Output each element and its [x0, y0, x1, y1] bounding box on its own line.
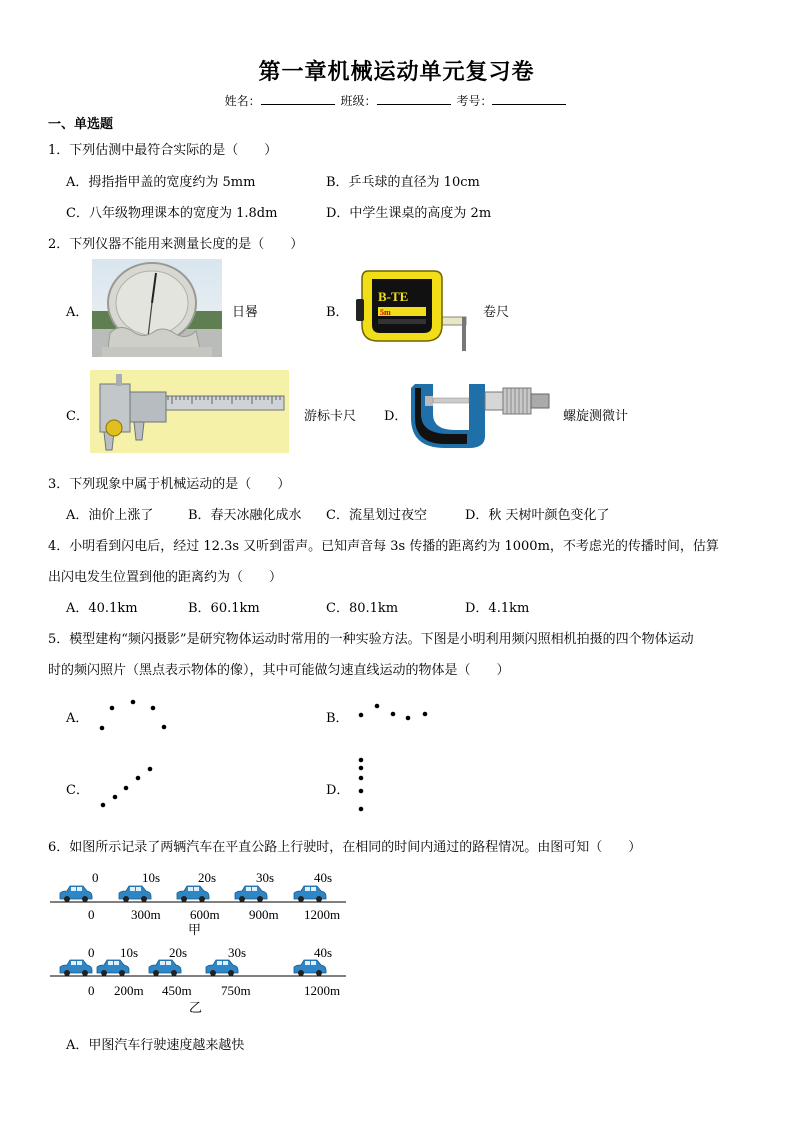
- q2-option-a-letter[interactable]: A．: [66, 305, 89, 320]
- q2-option-c-label: 游标卡尺: [304, 409, 357, 424]
- yi-time-4: 40s: [314, 945, 333, 960]
- q3-option-c[interactable]: C．流星划过夜空: [326, 508, 427, 523]
- tape-brand: B-TE: [378, 289, 409, 304]
- class-label: 班级：: [340, 94, 377, 108]
- q3-option-a[interactable]: A．油价上涨了: [66, 508, 154, 523]
- q1-option-c[interactable]: C．八年级物理课本的宽度为 1.8dm: [66, 206, 278, 221]
- q5-dots-b: [352, 698, 436, 728]
- student-info-line: [0, 92, 793, 109]
- yi-car-1: [97, 960, 129, 976]
- page-title: 第一章机械运动单元复习卷: [258, 59, 535, 85]
- q3-option-d[interactable]: D．秋 天树叶颜色变化了: [465, 508, 610, 523]
- yi-car-0: [60, 960, 92, 976]
- yi-label: 乙: [189, 1000, 203, 1015]
- jia-distance-2: 600m: [190, 907, 220, 922]
- q3-option-b[interactable]: B．春天冰融化成水: [188, 508, 302, 523]
- jia-distance-3: 900m: [249, 907, 279, 922]
- q1-option-b[interactable]: B．乒乓球的直径为 10cm: [326, 175, 480, 190]
- jia-label: 甲: [188, 922, 202, 937]
- q4-option-a[interactable]: A．40.1km: [66, 601, 138, 616]
- id-label: 考号：: [456, 94, 493, 108]
- q1-stem: 1．下列估测中最符合实际的是（ ）: [48, 143, 278, 158]
- q5-dots-c: [94, 760, 160, 812]
- q6-option-a[interactable]: A．甲图汽车行驶速度越来越快: [66, 1038, 245, 1053]
- jia-car-3: [235, 886, 267, 902]
- q2-stem: 2．下列仪器不能用来测量长度的是（ ）: [48, 237, 304, 252]
- q4-option-b[interactable]: B．60.1km: [188, 601, 260, 616]
- q5-stem-line1: 5．模型建构“频闪摄影”是研究物体运动时常用的一种实验方法。下图是小明利用频闪照相机拍摄的四个物体运动: [48, 632, 694, 647]
- jia-distance-0: 0: [88, 907, 95, 922]
- jia-time-2: 20s: [198, 870, 217, 885]
- yi-car-4: [294, 960, 326, 976]
- jia-distance-4: 1200m: [304, 907, 341, 922]
- yi-time-2: 20s: [169, 945, 188, 960]
- q4-stem-line1: 4．小明看到闪电后，经过 12.3s 又听到雷声。已知声音每 3s 传播的距离约为 1000m，不考虑光的传播时间，估算: [48, 539, 719, 554]
- jia-time-4: 40s: [314, 870, 333, 885]
- yi-time-0: 0: [88, 945, 95, 960]
- q4-option-c[interactable]: C．80.1km: [326, 601, 399, 616]
- q4-stem-line2: 出闪电发生位置到他的距离约为（ ）: [48, 570, 283, 585]
- tape-size: 5m: [380, 308, 391, 317]
- q2-option-b-letter[interactable]: B．: [326, 305, 349, 320]
- jia-time-1: 10s: [142, 870, 161, 885]
- jia-car-2: [177, 886, 209, 902]
- q2-option-c-letter[interactable]: C．: [66, 409, 89, 424]
- yi-distance-1: 200m: [114, 983, 144, 998]
- yi-car-2: [149, 960, 181, 976]
- vernier-caliper-image: [90, 370, 289, 453]
- q5-dots-a: [92, 692, 172, 736]
- q2-option-d-letter[interactable]: D．: [384, 409, 408, 424]
- tape-measure-image: [352, 259, 472, 355]
- q4-option-d[interactable]: D．4.1km: [465, 601, 530, 616]
- yi-distance-2: 450m: [162, 983, 192, 998]
- class-blank[interactable]: [377, 93, 451, 105]
- name-blank[interactable]: [261, 93, 335, 105]
- q5-option-c[interactable]: C．: [66, 783, 89, 798]
- jia-car-1: [119, 886, 151, 902]
- q5-option-a[interactable]: A．: [66, 711, 89, 726]
- yi-distance-4: 1200m: [304, 983, 341, 998]
- jia-car-4: [294, 886, 326, 902]
- sundial-image: [92, 259, 222, 357]
- jia-distance-1: 300m: [131, 907, 161, 922]
- jia-time-3: 30s: [256, 870, 275, 885]
- yi-distance-3: 750m: [221, 983, 251, 998]
- q1-option-d[interactable]: D．中学生课桌的高度为 2m: [326, 206, 492, 221]
- yi-car-3: [206, 960, 238, 976]
- id-blank[interactable]: [492, 93, 566, 105]
- q2-option-a-label: 日晷: [232, 305, 259, 320]
- q1-option-a[interactable]: A．拇指指甲盖的宽度约为 5mm: [66, 175, 256, 190]
- q5-option-b[interactable]: B．: [326, 711, 349, 726]
- yi-time-3: 30s: [228, 945, 247, 960]
- micrometer-image: [405, 378, 555, 450]
- q6-stem: 6．如图所示记录了两辆汽车在平直公路上行驶时，在相同的时间内通过的路程情况。由图可知（ ）: [48, 840, 642, 855]
- section-title: 一、单选题: [48, 117, 114, 132]
- q2-option-b-label: 卷尺: [483, 305, 510, 320]
- yi-time-1: 10s: [120, 945, 139, 960]
- q5-dots-d: [352, 752, 372, 816]
- name-label: 姓名：: [224, 94, 261, 108]
- jia-time-0: 0: [92, 870, 99, 885]
- yi-distance-0: 0: [88, 983, 95, 998]
- q5-stem-line2: 时的频闪照片（黑点表示物体的像），其中可能做匀速直线运动的物体是（ ）: [48, 663, 510, 678]
- q6-diagram: [44, 862, 354, 1022]
- jia-car-0: [60, 886, 92, 902]
- q5-option-d[interactable]: D．: [326, 783, 350, 798]
- q3-stem: 3．下列现象中属于机械运动的是（ ）: [48, 477, 291, 492]
- q2-option-d-label: 螺旋测微计: [563, 409, 629, 424]
